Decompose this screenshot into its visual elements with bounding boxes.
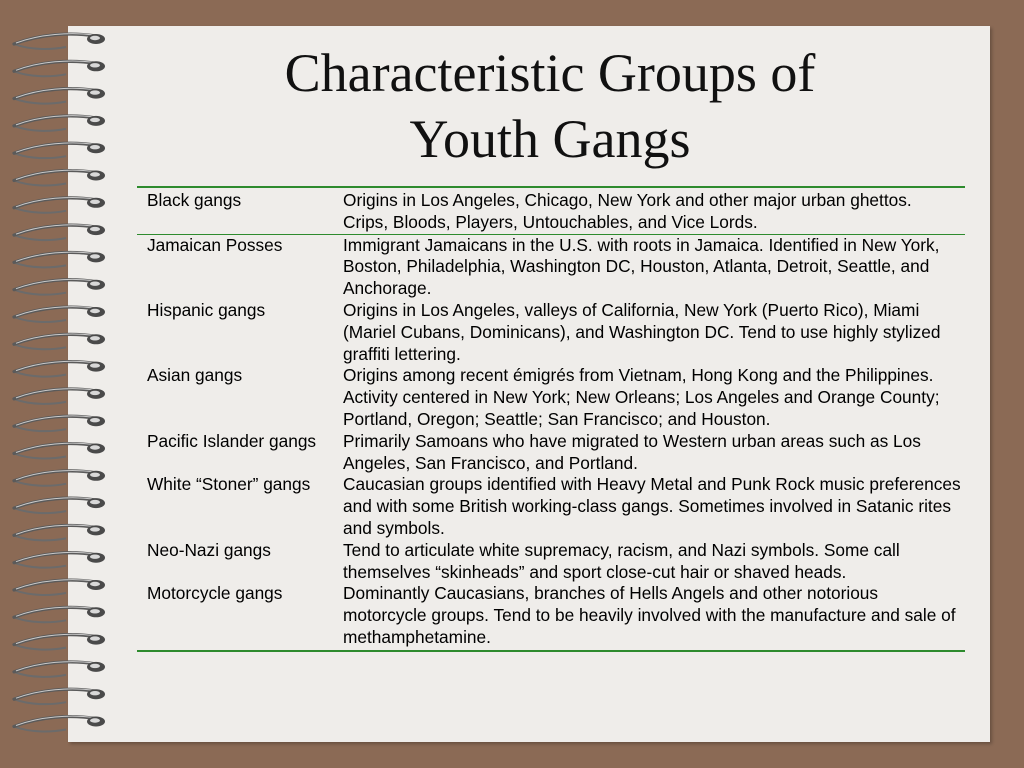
spiral-ring bbox=[14, 498, 105, 513]
gang-group-name: Asian gangs bbox=[147, 365, 243, 386]
spiral-ring bbox=[14, 143, 105, 158]
spiral-ring bbox=[14, 607, 105, 622]
spiral-ring bbox=[14, 116, 105, 131]
spiral-ring bbox=[14, 88, 105, 103]
spiral-ring bbox=[14, 61, 105, 76]
spiral-ring bbox=[14, 34, 105, 49]
table-row bbox=[137, 365, 965, 430]
spiral-ring bbox=[14, 634, 105, 649]
gang-group-description: Immigrant Jamaicans in the U.S. with roots in Jamaica. Identified in New York, Boston, Philadelphia, Washington DC, Houston, Atlanta, Detroit, Seattle, and Anchorage. bbox=[333, 234, 965, 300]
gang-group-description: Caucasian groups identified with Heavy Metal and Punk Rock music preferences and with some British working-class gangs. Sometimes involved in Satanic rites and symbols. bbox=[343, 474, 961, 538]
spiral-ring bbox=[14, 689, 105, 704]
spiral-ring bbox=[14, 225, 105, 240]
table-row bbox=[137, 300, 965, 365]
spiral-ring bbox=[14, 443, 105, 458]
table-row bbox=[137, 583, 965, 650]
gang-group-description: Origins in Los Angeles, Chicago, New York and other major urban ghettos. Crips, Bloods, Players, Untouchables, and Vice Lords. bbox=[333, 187, 965, 234]
spiral-ring bbox=[14, 197, 105, 212]
gang-group-name: Pacific Islander gangs bbox=[147, 430, 317, 451]
spiral-ring bbox=[14, 525, 105, 540]
spiral-ring bbox=[14, 252, 105, 267]
spiral-ring bbox=[14, 170, 105, 185]
gang-group-name: White “Stoner” gangs bbox=[147, 474, 311, 495]
spiral-ring bbox=[14, 662, 105, 677]
spiral-ring bbox=[14, 716, 105, 731]
spiral-ring bbox=[14, 361, 105, 376]
gang-group-description: Origins among recent émigrés from Vietnam, Hong Kong and the Philippines. Activity centered in New York; New Orleans; Los Angeles and Orange County; Portland, Oregon; Seattle; San Francisco; and Houston. bbox=[343, 365, 940, 429]
spiral-ring bbox=[14, 552, 105, 567]
gang-group-name: Neo-Nazi gangs bbox=[147, 539, 271, 560]
slide-title bbox=[150, 40, 950, 172]
gang-groups-table bbox=[137, 186, 965, 652]
title-line-2: Youth Gangs bbox=[409, 109, 691, 169]
title-line-1: Characteristic Groups of bbox=[284, 43, 816, 103]
gang-group-name: Hispanic gangs bbox=[147, 299, 266, 320]
spiral-ring bbox=[14, 580, 105, 595]
gang-group-description: Dominantly Caucasians, branches of Hells Angels and other notorious motorcycle groups. Tend to be heavily involved with the manufacture and sale of methamphetamine. bbox=[333, 583, 965, 650]
gang-group-description: Tend to articulate white supremacy, racism, and Nazi symbols. Some call themselves “skinheads” and sport close-cut hair or shaved heads. bbox=[343, 539, 900, 582]
spiral-ring bbox=[14, 389, 105, 404]
spiral-ring bbox=[14, 470, 105, 485]
table-row bbox=[137, 187, 965, 234]
table-row bbox=[137, 234, 965, 300]
spiral-ring bbox=[14, 416, 105, 431]
spiral-ring bbox=[14, 307, 105, 322]
gang-group-name: Black gangs bbox=[137, 187, 333, 234]
gang-group-name: Jamaican Posses bbox=[137, 234, 333, 300]
table-row bbox=[137, 474, 965, 539]
table-row bbox=[137, 540, 965, 584]
spiral-ring bbox=[14, 334, 105, 349]
gang-group-description: Primarily Samoans who have migrated to Western urban areas such as Los Angeles, San Francisco, and Portland. bbox=[343, 430, 921, 473]
spiral-binding bbox=[0, 0, 120, 768]
gang-group-description: Origins in Los Angeles, valleys of California, New York (Puerto Rico), Miami (Mariel Cubans, Dominicans), and Washington DC. Tend to use highly stylized graffiti lettering. bbox=[343, 299, 941, 364]
gang-group-name: Motorcycle gangs bbox=[137, 583, 333, 650]
spiral-ring bbox=[14, 279, 105, 294]
table-row bbox=[137, 431, 965, 475]
